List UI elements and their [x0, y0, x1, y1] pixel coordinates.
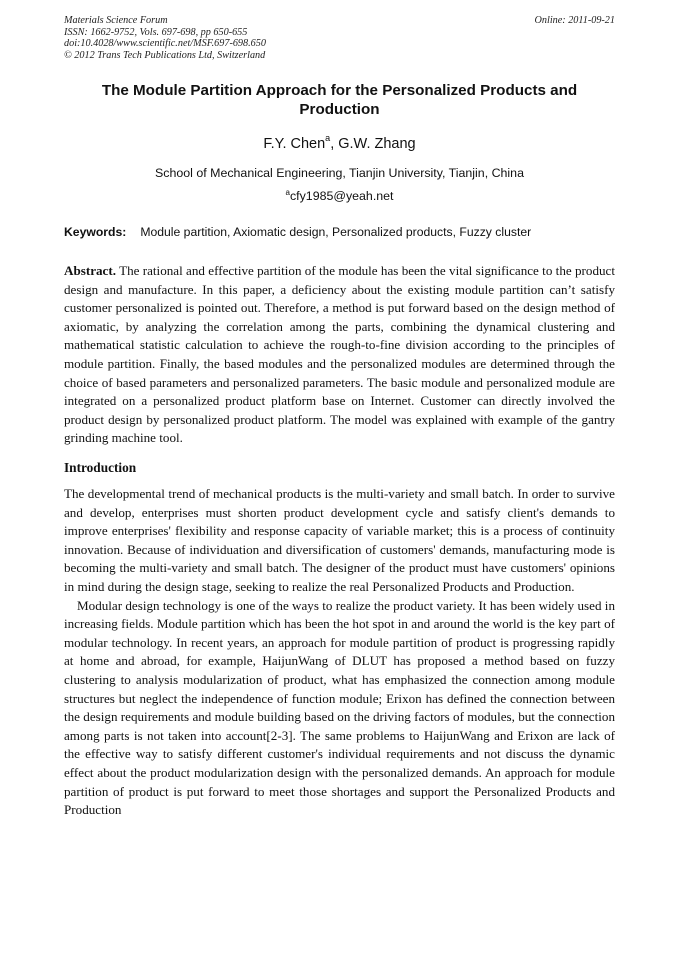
- email-mark: a: [285, 188, 290, 197]
- keywords-label: Keywords:: [64, 225, 127, 239]
- author-line: [64, 133, 615, 152]
- introduction-paragraph-1: The developmental trend of mechanical products is the multi-variety and small batch. In order to survive and develop, enterprises must shorten product development cycle and satisfy client's demands to improve enterprises' flexibility and response capacity of variable market; this is a process of continuity innovation. Because of individuation and diversification of customers' demands, manufacturing mode is becoming the multi-variety and small batch. The designer of the product must have customers' opinions in mind during the design stage, seeking to realize the real Personalized Products and Production.: [64, 486, 615, 594]
- issn-line: ISSN: 1662-9752, Vols. 697-698, pp 650-655: [64, 26, 248, 38]
- author-separator: ,: [330, 136, 335, 152]
- copyright-line: © 2012 Trans Tech Publications Ltd, Switzerland: [64, 49, 266, 61]
- introduction-heading: Introduction: [64, 460, 137, 475]
- keywords-text: Module partition, Axiomatic design, Personalized products, Fuzzy cluster: [140, 225, 532, 239]
- author-1: F.Y. Chen: [263, 136, 326, 152]
- email-address[interactable]: cfy1985@yeah.net: [289, 189, 394, 203]
- doi-line: doi:10.4028/www.scientific.net/MSF.697-698.650: [64, 38, 266, 49]
- abstract: [64, 262, 615, 448]
- author-1-affiliation-mark: a: [325, 133, 331, 143]
- keywords: [64, 225, 615, 239]
- abstract-label: Abstract.: [64, 263, 116, 278]
- journal-name: Materials Science Forum: [64, 15, 168, 26]
- affiliation: School of Mechanical Engineering, Tianjin University, Tianjin, China: [155, 166, 524, 180]
- paper-title: The Module Partition Approach for the Personalized Products and Production: [101, 82, 578, 118]
- introduction-paragraph-2: Modular design technology is one of the ways to realize the product variety. It has been widely used in increasing fields. Module partition which has been the hot spot in and around the world is the key part of modular technology. In recent years, an approach for module partition of product is progressing rapidly at home and abroad, for example, HaijunWang of DLUT has proposed a method based on fuzzy clustering to analysis modularization of product, what has emphasized the connection among module structures but neglect the independence of function module; Erixon has defined the connection between the design requirements and module building based on the driving factors of modules, but the connection among parts is not taken into account[2-3]. The same problems to HaijunWang and Erixon are lack of the effective way to satisfy different customer's individual requirements and not discuss the dynamic effect about the product modularization design with the personalized demands. An approach for module partition of product is put forward to meet those shortages and support the Personalized Products and Production: [64, 597, 615, 818]
- introduction-body: [64, 485, 615, 820]
- email-line: [64, 188, 615, 203]
- author-2: G.W. Zhang: [334, 136, 416, 152]
- publication-header: [64, 15, 615, 61]
- abstract-text: The rational and effective partition of the module has been the vital significance to the product design and manufacture. In this paper, a deficiency about the existing module partition can’t satisfy customer personalized is pointed out. Therefore, a method is put forward based on the design method of axiomatic, by analyzing the correlation among the parts, combining the dynamical clustering and mathematical statistic calculation to achieve the rough-to-fine division according to the principles of module partition. Finally, the based modules and the personalized modules are determined through the choice of based parameters and personalized parameters. The basic module and personalized module are integrated on a personalized product platform base on Internet. Customer can directly involved the product design by personalized product platform. The model was explained with example of the gantry grinding machine tool.: [64, 263, 615, 446]
- online-date: Online: 2011-09-21: [534, 15, 615, 26]
